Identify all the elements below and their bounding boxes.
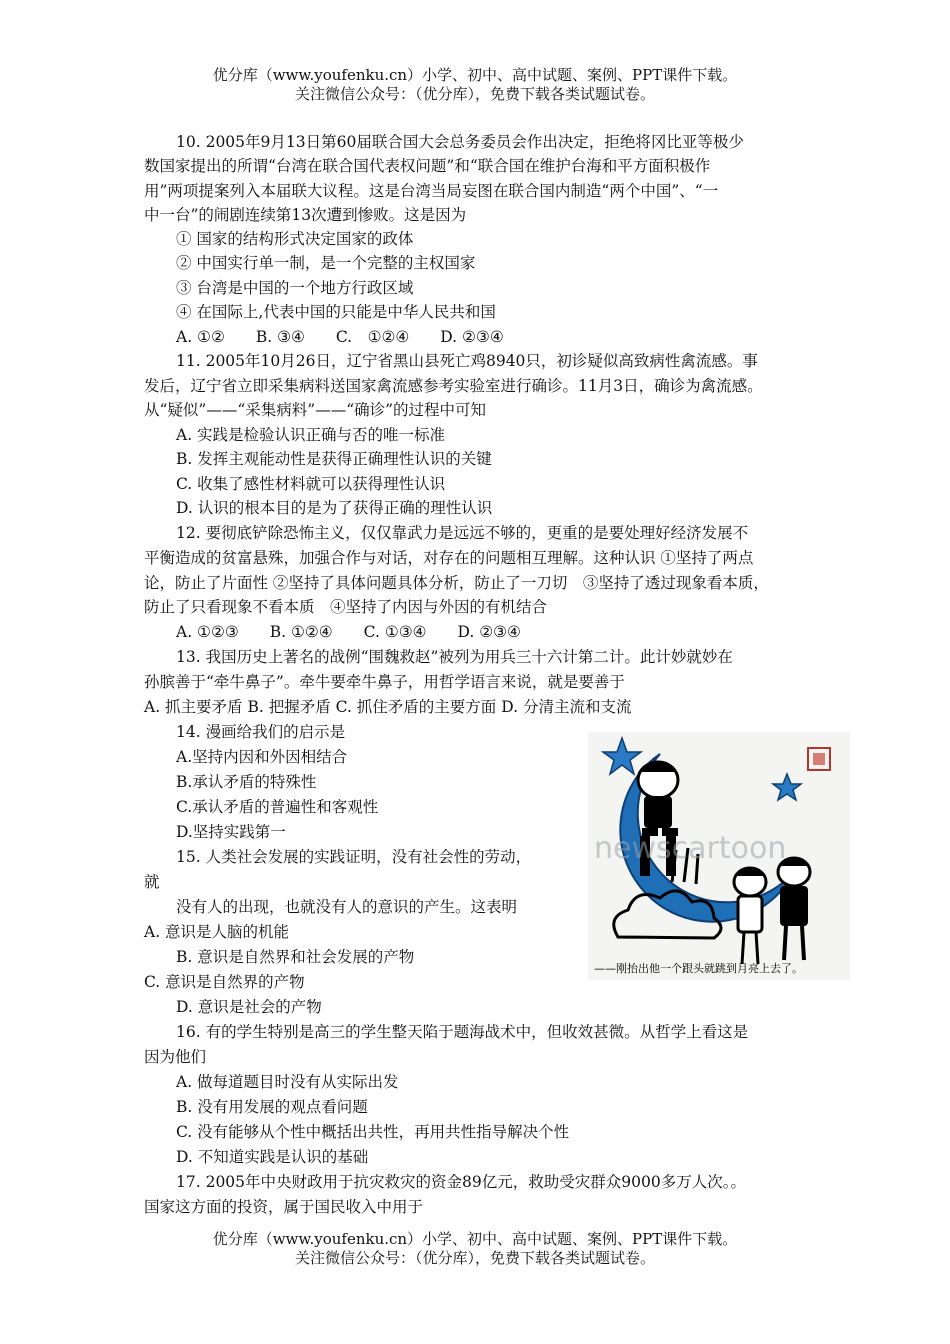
q10-line: 10. 2005年9月13日第60届联合国大会总务委员会作出决定，拒绝将冈比亚等极少 bbox=[176, 133, 744, 151]
q16-option: B. 没有用发展的观点看问题 bbox=[176, 1098, 368, 1116]
q11-line: 从“疑似”——“采集病料”——“确诊”的过程中可知 bbox=[144, 401, 487, 419]
q17-line: 17. 2005年中央财政用于抗灾救灾的资金89亿元，救助受灾群众9000多万人次。。 bbox=[176, 1173, 746, 1191]
q15-option: A. 意识是人脑的机能 bbox=[144, 923, 290, 941]
q10-option: ① 国家的结构形式决定国家的政体 bbox=[176, 230, 414, 248]
q11-option: A. 实践是检验认识正确与否的唯一标准 bbox=[176, 426, 446, 444]
footer-line-1: 优分库（www.youfenku.cn）小学、初中、高中试题、案例、PPT课件下载。 bbox=[212, 1230, 738, 1248]
q12-line: 防止了只看现象不看本质 ④坚持了内因与外因的有机结合 bbox=[144, 598, 548, 616]
header-line-2: 关注微信公众号：（优分库），免费下载各类试题试卷。 bbox=[294, 85, 655, 103]
q15-option: B. 意识是自然界和社会发展的产物 bbox=[176, 948, 415, 966]
q10-option: ② 中国实行单一制，是一个完整的主权国家 bbox=[176, 254, 476, 272]
page-footer bbox=[0, 1230, 950, 1268]
q16-option: D. 不知道实践是认识的基础 bbox=[176, 1148, 369, 1166]
q10-line: 用”两项提案列入本届联大议程。这是台湾当局妄图在联合国内制造“两个中国”、“一 bbox=[144, 182, 719, 200]
q11-line: 11. 2005年10月26日，辽宁省黑山县死亡鸡8940只，初诊疑似高致病性禽流感。事 bbox=[176, 352, 758, 370]
q14-option: B.承认矛盾的特殊性 bbox=[176, 773, 317, 791]
q15-line: 15. 人类社会发展的实践证明，没有社会性的劳动， bbox=[176, 848, 532, 866]
q16-option: A. 做每道题目时没有从实际出发 bbox=[176, 1073, 399, 1091]
q10-line: 数国家提出的所谓“台湾在联合国代表权问题”和“联合国在维护台海和平方面积极作 bbox=[144, 157, 711, 175]
cartoon-drawing bbox=[588, 732, 850, 980]
cartoon-watermark: newscartoon bbox=[594, 831, 787, 866]
q17-line: 国家这方面的投资，属于国民收入中用于 bbox=[144, 1198, 424, 1216]
q10-line: 中一台”的闹剧连续第13次遭到惨败。这是因为 bbox=[144, 206, 467, 224]
q11-option: D. 认识的根本目的是为了获得正确的理性认识 bbox=[176, 499, 493, 517]
cartoon-caption: ——刚抬出他一个跟头就跳到月亮上去了。 bbox=[594, 962, 803, 975]
q11-option: C. 收集了感性材料就可以获得理性认识 bbox=[176, 475, 446, 493]
cartoon-image bbox=[588, 732, 850, 980]
q14-option: D.坚持实践第一 bbox=[176, 823, 286, 841]
q13-line: 孙膑善于“牵牛鼻子”。牵牛要牵牛鼻子，用哲学语言来说，就是要善于 bbox=[144, 673, 625, 691]
q10-choices: A. ①② B. ③④ C. ①②④ D. ②③④ bbox=[176, 328, 504, 346]
q15-line: 就 bbox=[144, 873, 160, 891]
q16-option: C. 没有能够从个性中概括出共性，再用共性指导解决个性 bbox=[176, 1123, 570, 1141]
q11-option: B. 发挥主观能动性是获得正确理性认识的关键 bbox=[176, 450, 492, 468]
q12-line: 12. 要彻底铲除恐怖主义，仅仅靠武力是远远不够的，更重的是要处理好经济发展不 bbox=[176, 524, 749, 542]
q15-option: D. 意识是社会的产物 bbox=[176, 998, 322, 1016]
q14-option: C.承认矛盾的普遍性和客观性 bbox=[176, 798, 379, 816]
footer-line-2: 关注微信公众号：（优分库），免费下载各类试题试卷。 bbox=[294, 1249, 655, 1267]
q16-line: 16. 有的学生特别是高三的学生整天陷于题海战术中，但收效甚微。从哲学上看这是 bbox=[176, 1023, 749, 1041]
q13-choices: A. 抓主要矛盾 B. 把握矛盾 C. 抓住矛盾的主要方面 D. 分清主流和支流 bbox=[144, 698, 632, 716]
page-header bbox=[0, 66, 950, 104]
header-line-1: 优分库（www.youfenku.cn）小学、初中、高中试题、案例、PPT课件下载。 bbox=[212, 66, 738, 84]
q10-option: ④ 在国际上,代表中国的只能是中华人民共和国 bbox=[176, 303, 496, 321]
q15-option: C. 意识是自然界的产物 bbox=[144, 973, 305, 991]
q11-line: 发后，辽宁省立即采集病料送国家禽流感参考实验室进行确诊。11月3日，确诊为禽流感。 bbox=[144, 377, 763, 395]
q12-choices: A. ①②③ B. ①②④ C. ①③④ D. ②③④ bbox=[176, 623, 521, 641]
q15-line: 没有人的出现，也就没有人的意识的产生。这表明 bbox=[176, 898, 518, 916]
q13-line: 13. 我国历史上著名的战例“围魏救赵”被列为用兵三十六计第二计。此计妙就妙在 bbox=[176, 648, 733, 666]
q16-line: 因为他们 bbox=[144, 1048, 207, 1066]
q14-line: 14. 漫画给我们的启示是 bbox=[176, 723, 346, 741]
q12-line: 平衡造成的贫富悬殊，加强合作与对话，对存在的问题相互理解。这种认识 ①坚持了两点 bbox=[144, 549, 754, 567]
q10-option: ③ 台湾是中国的一个地方行政区域 bbox=[176, 279, 414, 297]
q14-option: A.坚持内因和外因相结合 bbox=[176, 748, 348, 766]
q12-line: 论，防止了片面性 ②坚持了具体问题具体分析，防止了一刀切 ③坚持了透过现象看本质， bbox=[144, 574, 769, 592]
